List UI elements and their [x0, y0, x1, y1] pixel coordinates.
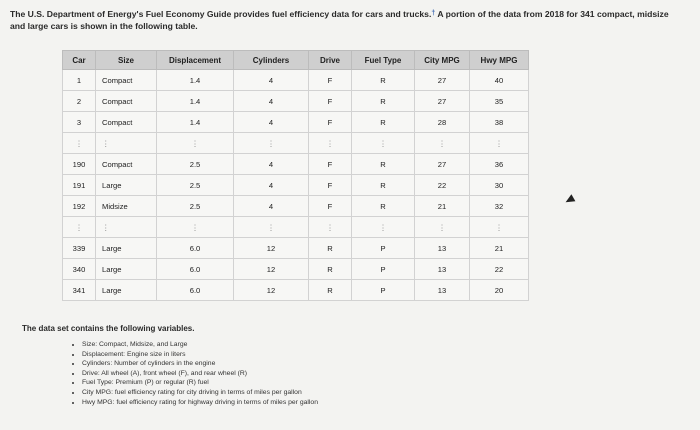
- table-cell: 13: [415, 280, 470, 301]
- table-cell: ⋮: [157, 217, 234, 238]
- table-cell: Compact: [96, 91, 157, 112]
- table-cell: 1.4: [157, 70, 234, 91]
- table-cell: 192: [63, 196, 96, 217]
- table-cell: ⋮: [470, 133, 529, 154]
- table-cell: 28: [415, 112, 470, 133]
- header-fuel-type: Fuel Type: [352, 51, 415, 70]
- table-cell: ⋮: [96, 217, 157, 238]
- table-cell: 22: [415, 175, 470, 196]
- table-cell: P: [352, 280, 415, 301]
- table-cell: 30: [470, 175, 529, 196]
- table-row: [63, 91, 529, 112]
- table-cell: F: [309, 70, 352, 91]
- table-cell: 35: [470, 91, 529, 112]
- table-cell: ⋮: [234, 217, 309, 238]
- table-cell: 21: [470, 238, 529, 259]
- table-cell: P: [352, 259, 415, 280]
- table-cell: 2: [63, 91, 96, 112]
- table-cell: 190: [63, 154, 96, 175]
- table-cell: 4: [234, 196, 309, 217]
- fuel-economy-table: [62, 50, 529, 301]
- table-cell: 1: [63, 70, 96, 91]
- table-cell: F: [309, 175, 352, 196]
- intro-sentence-2: A portion of the data from 2018 for 341 compact, midsize: [435, 9, 669, 19]
- table-cell: Midsize: [96, 196, 157, 217]
- table-cell: 12: [234, 259, 309, 280]
- header-drive: Drive: [309, 51, 352, 70]
- table-cell: 341: [63, 280, 96, 301]
- table-row: [63, 175, 529, 196]
- table-cell: 22: [470, 259, 529, 280]
- table-cell: ⋮: [157, 133, 234, 154]
- table-cell: ⋮: [63, 217, 96, 238]
- table-cell: 27: [415, 70, 470, 91]
- table-row: [63, 238, 529, 259]
- table-cell: P: [352, 238, 415, 259]
- table-cell: 4: [234, 70, 309, 91]
- table-row: [63, 280, 529, 301]
- table-cell: 191: [63, 175, 96, 196]
- intro-line-2: and large cars is shown in the following table.: [10, 21, 198, 31]
- table-cell: 13: [415, 238, 470, 259]
- table-cell: Compact: [96, 70, 157, 91]
- header-car: Car: [63, 51, 96, 70]
- table-row: [63, 133, 529, 154]
- table-cell: ⋮: [415, 217, 470, 238]
- table-cell: Compact: [96, 154, 157, 175]
- variables-title: The data set contains the following variables.: [22, 324, 195, 333]
- table-cell: R: [309, 238, 352, 259]
- table-cell: 36: [470, 154, 529, 175]
- table-cell: 6.0: [157, 259, 234, 280]
- header-cylinders: Cylinders: [234, 51, 309, 70]
- table-cell: 38: [470, 112, 529, 133]
- table-cell: Large: [96, 259, 157, 280]
- table-cell: R: [352, 196, 415, 217]
- table-body: [63, 70, 529, 301]
- table-cell: ⋮: [352, 133, 415, 154]
- header-displacement: Displacement: [157, 51, 234, 70]
- table-cell: 21: [415, 196, 470, 217]
- table-cell: ⋮: [352, 217, 415, 238]
- table-row: [63, 259, 529, 280]
- table-cell: R: [309, 280, 352, 301]
- table-cell: 4: [234, 154, 309, 175]
- table-cell: 2.5: [157, 154, 234, 175]
- table-cell: ⋮: [63, 133, 96, 154]
- table-cell: ⋮: [234, 133, 309, 154]
- intro-text: [10, 8, 700, 32]
- table-cell: 4: [234, 175, 309, 196]
- table-cell: ⋮: [96, 133, 157, 154]
- table-cell: ⋮: [309, 217, 352, 238]
- table-cell: F: [309, 112, 352, 133]
- table-cell: ⋮: [415, 133, 470, 154]
- variable-item: • Displacement: Engine size in liters: [82, 350, 318, 360]
- table-cell: 12: [234, 280, 309, 301]
- table-cell: Compact: [96, 112, 157, 133]
- intro-sentence: The U.S. Department of Energy's Fuel Economy Guide provides fuel efficiency data for cars and trucks.: [10, 9, 432, 19]
- header-size: Size: [96, 51, 157, 70]
- table-cell: R: [352, 154, 415, 175]
- table-cell: F: [309, 154, 352, 175]
- table-cell: 340: [63, 259, 96, 280]
- table-cell: 27: [415, 154, 470, 175]
- variable-item: • Hwy MPG: fuel efficiency rating for highway driving in terms of miles per gallon: [82, 398, 318, 408]
- table-cell: 6.0: [157, 238, 234, 259]
- table-cell: Large: [96, 175, 157, 196]
- variable-item: • Drive: All wheel (A), front wheel (F), and rear wheel (R): [82, 369, 318, 379]
- variables-list: [70, 340, 318, 407]
- table-cell: Large: [96, 280, 157, 301]
- header-hwy-mpg: Hwy MPG: [470, 51, 529, 70]
- table-cell: 4: [234, 112, 309, 133]
- table-cell: ⋮: [470, 217, 529, 238]
- table-cell: R: [352, 112, 415, 133]
- table-cell: 32: [470, 196, 529, 217]
- table-cell: 40: [470, 70, 529, 91]
- table-cell: 20: [470, 280, 529, 301]
- table-row: [63, 70, 529, 91]
- table-row: [63, 112, 529, 133]
- table-cell: 1.4: [157, 112, 234, 133]
- table-cell: 2.5: [157, 175, 234, 196]
- table-cell: 6.0: [157, 280, 234, 301]
- table-cell: 339: [63, 238, 96, 259]
- variable-item: • Cylinders: Number of cylinders in the engine: [82, 359, 318, 369]
- variable-item: • Fuel Type: Premium (P) or regular (R) fuel: [82, 378, 318, 388]
- table-cell: 3: [63, 112, 96, 133]
- table-cell: R: [309, 259, 352, 280]
- table-cell: R: [352, 91, 415, 112]
- table-cell: 13: [415, 259, 470, 280]
- table-cell: Large: [96, 238, 157, 259]
- table-row: [63, 154, 529, 175]
- table-cell: ⋮: [309, 133, 352, 154]
- variable-item: • Size: Compact, Midsize, and Large: [82, 340, 318, 350]
- mouse-cursor-icon: [564, 194, 576, 205]
- header-city-mpg: City MPG: [415, 51, 470, 70]
- table-cell: F: [309, 196, 352, 217]
- table-cell: 1.4: [157, 91, 234, 112]
- table-row: [63, 196, 529, 217]
- table-cell: F: [309, 91, 352, 112]
- table-cell: 2.5: [157, 196, 234, 217]
- table-cell: 12: [234, 238, 309, 259]
- table-cell: 27: [415, 91, 470, 112]
- table-cell: 4: [234, 91, 309, 112]
- footnote-link[interactable]: †: [431, 10, 436, 17]
- table-cell: R: [352, 70, 415, 91]
- variable-item: • City MPG: fuel efficiency rating for city driving in terms of miles per gallon: [82, 388, 318, 398]
- table-row: [63, 217, 529, 238]
- table-cell: R: [352, 175, 415, 196]
- table-header-row: [63, 51, 529, 70]
